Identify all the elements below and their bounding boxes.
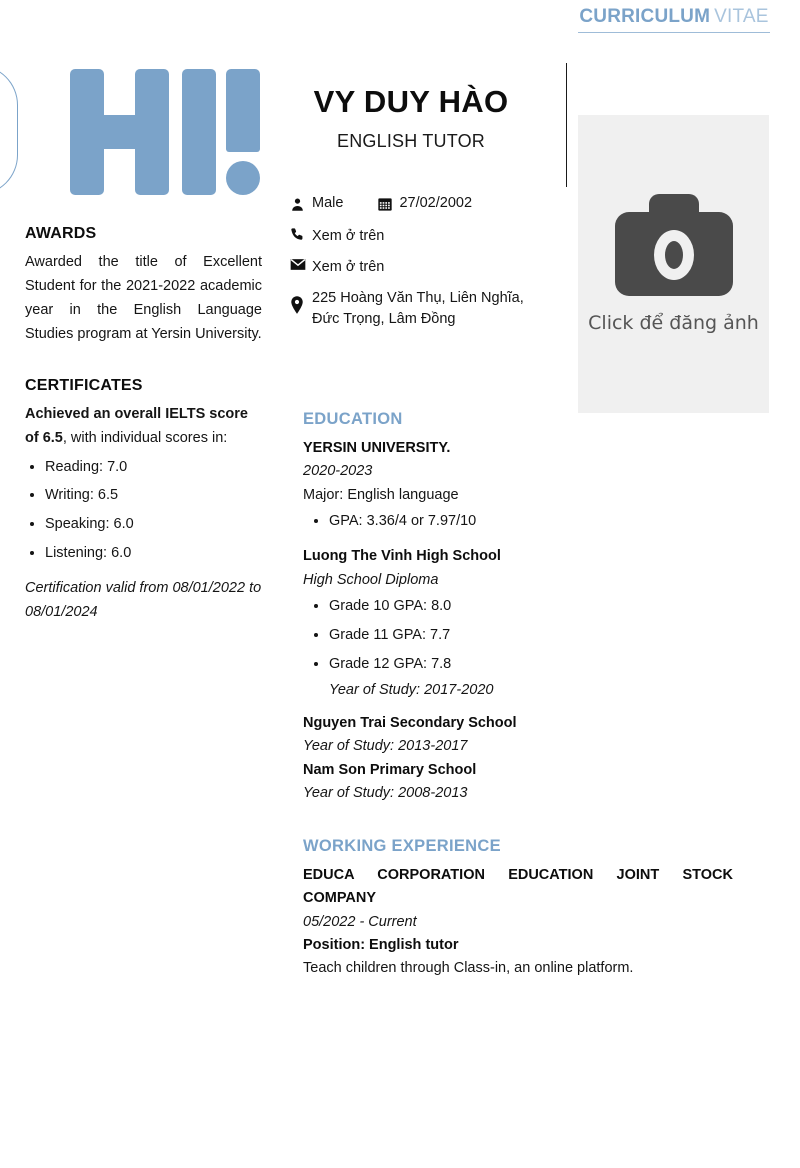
logo-i-stroke: [182, 69, 216, 195]
education-bullets: [329, 592, 733, 702]
bullet-text: Grade 12 GPA: 7.8: [329, 656, 452, 673]
camera-icon: [615, 186, 733, 296]
awards-body: Awarded the title of Excellent Student for the 2021-2022 academic year in the English Language Studies program at Yersin University.: [25, 254, 262, 342]
education-institution: YERSIN UNIVERSITY.: [303, 440, 451, 456]
heading-word-curriculum: CURRICULUM: [579, 6, 711, 27]
education-institution: Nam Son Primary School: [303, 761, 477, 778]
awards-title: AWARDS: [25, 225, 97, 242]
contact-row-email: [290, 257, 560, 278]
bullet-subtext: Year of Study: 2017-2020: [329, 682, 494, 699]
header-vertical-divider: [566, 63, 567, 187]
certificate-validity: Certification valid from 08/01/2022 to 08/01/2024: [25, 580, 262, 621]
arc-decoration: [0, 65, 18, 195]
person-role: ENGLISH TUTOR: [337, 131, 485, 152]
calendar-icon: [377, 195, 399, 212]
bullet-text: Grade 11 GPA: 7.7: [329, 627, 451, 644]
certificates-title: CERTIFICATES: [25, 376, 143, 394]
experience-title: WORKING EXPERIENCE: [303, 836, 501, 855]
experience-company: EDUCA CORPORATION EDUCATION JOINT STOCK COMPANY: [303, 866, 733, 907]
person-icon: [290, 196, 312, 212]
education-entry: [303, 712, 733, 759]
contact-birthdate: [377, 193, 472, 214]
document-heading: [578, 6, 770, 33]
logo-h-right-stroke: [135, 69, 169, 195]
awards-section: [25, 225, 262, 347]
education-entry: [303, 437, 733, 536]
certificates-section: [25, 377, 262, 626]
photo-upload-hint: Click để đăng ảnh: [588, 312, 759, 334]
logo-exclamation-dot: [226, 161, 260, 195]
list-item: • Writing: 6.5: [45, 481, 262, 510]
list-item: • Listening: 6.0: [45, 539, 262, 568]
hi-logo: [70, 69, 250, 195]
education-institution: Luong The Vinh High School: [303, 548, 501, 565]
list-item: [329, 507, 733, 536]
photo-upload-placeholder[interactable]: [578, 115, 769, 413]
envelope-icon: [290, 257, 312, 271]
list-item: [329, 592, 733, 621]
contact-row-address: [290, 288, 560, 330]
education-title: EDUCATION: [303, 410, 403, 428]
heading-word-vitae: VITAE: [714, 6, 769, 27]
certificates-lead-rest: , with individual scores in:: [62, 429, 228, 446]
education-section: [303, 410, 733, 806]
gender-value: Male: [312, 195, 344, 211]
education-detail: Major: English language: [303, 486, 459, 503]
phone-value: Xem ở trên: [312, 228, 385, 245]
education-period: Year of Study: 2008-2013: [303, 785, 468, 802]
experience-section: [303, 837, 733, 981]
person-name: VY DUY HÀO: [313, 84, 509, 119]
logo-exclamation-stem: [226, 69, 260, 152]
right-column: [303, 410, 733, 981]
camera-lens: [654, 230, 694, 280]
bullet-text: Grade 10 GPA: 8.0: [329, 598, 452, 615]
education-period: High School Diploma: [303, 571, 439, 588]
list-item: • Speaking: 6.0: [45, 510, 262, 539]
education-period: 2020-2023: [303, 463, 373, 480]
experience-position: Position: English tutor: [303, 937, 459, 953]
contact-block: [290, 193, 560, 340]
education-bullets: [329, 507, 733, 536]
left-column: [25, 225, 262, 625]
ielts-score-list: [45, 453, 262, 568]
email-value: Xem ở trên: [312, 259, 385, 276]
contact-row-basic: [290, 193, 560, 214]
birthdate-value: 27/02/2002: [399, 195, 473, 211]
experience-description: Teach children through Class-in, an online platform.: [303, 960, 634, 977]
contact-row-phone: [290, 226, 560, 247]
name-block: [276, 85, 546, 152]
education-entry: [303, 759, 733, 806]
education-entry: [303, 545, 733, 702]
contact-gender: [290, 193, 343, 214]
phone-icon: [290, 226, 312, 242]
certificates-lead-bold: Achieved an overall IELTS score of 6.5: [25, 405, 248, 446]
address-value: 225 Hoàng Văn Thụ, Liên Nghĩa, Đức Trọng, Lâm Đồng: [312, 290, 524, 328]
list-item: • Reading: 7.0: [45, 453, 262, 482]
list-item: [329, 621, 733, 650]
education-institution: Nguyen Trai Secondary School: [303, 714, 517, 731]
certificates-lead: [25, 403, 262, 451]
experience-period: 05/2022 - Current: [303, 913, 417, 930]
location-pin-icon: [290, 288, 312, 314]
education-period: Year of Study: 2013-2017: [303, 738, 468, 755]
list-item: [329, 650, 733, 702]
bullet-text: GPA: 3.36/4 or 7.97/10: [329, 513, 477, 530]
